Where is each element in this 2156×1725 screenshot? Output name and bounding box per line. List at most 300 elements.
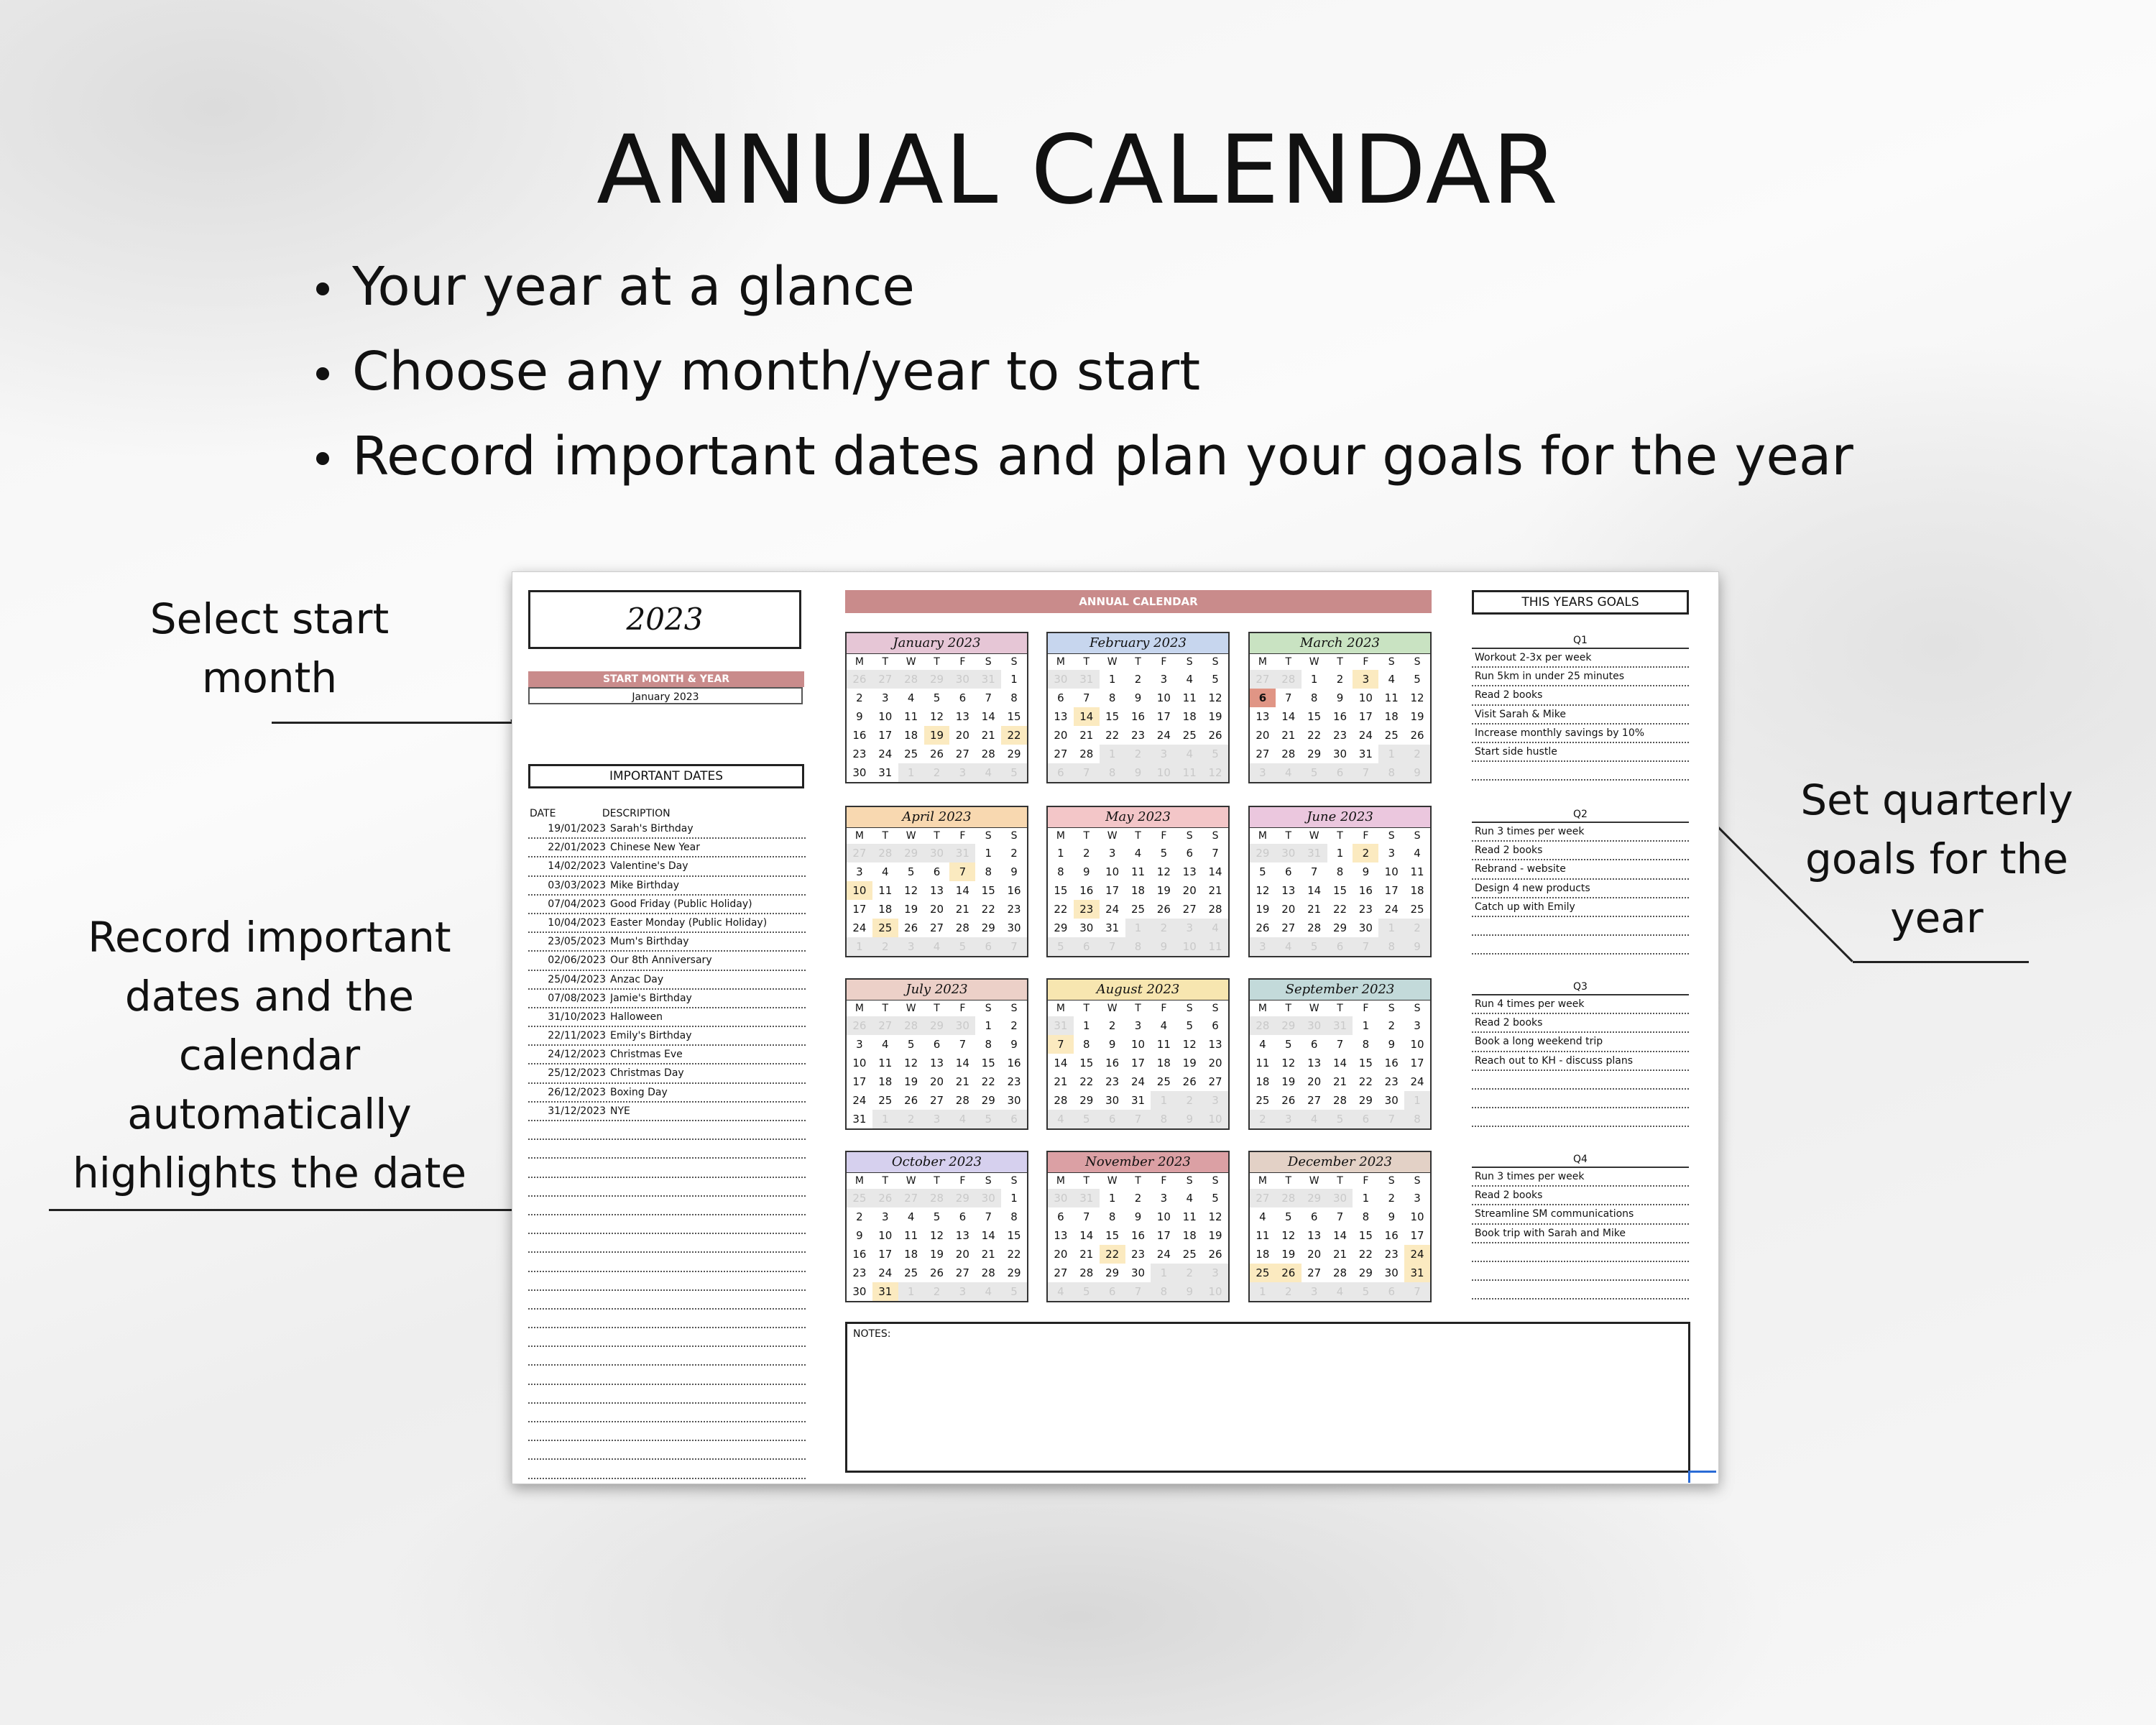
calendar-day[interactable]: 12: [1281, 1229, 1296, 1242]
calendar-day-other[interactable]: 28: [872, 844, 898, 862]
calendar-day-other[interactable]: 11: [1176, 763, 1202, 782]
calendar-day[interactable]: 3: [1160, 1192, 1168, 1205]
calendar-day[interactable]: 26: [1208, 729, 1222, 742]
calendar-day[interactable]: 22: [1105, 729, 1120, 742]
calendar-day-other[interactable]: 30: [1048, 670, 1074, 689]
start-month-select[interactable]: January 2023: [528, 687, 803, 704]
calendar-day[interactable]: 30: [1358, 921, 1373, 934]
goal-row[interactable]: [1472, 1262, 1689, 1281]
calendar-day[interactable]: 24: [1404, 1245, 1430, 1264]
calendar-day[interactable]: 30: [1332, 748, 1348, 760]
calendar-day[interactable]: 27: [955, 1266, 969, 1279]
calendar-day[interactable]: 4: [907, 1210, 915, 1223]
calendar-day[interactable]: 17: [1105, 884, 1120, 897]
calendar-day-other[interactable]: 6: [1327, 763, 1353, 782]
calendar-day[interactable]: 29: [1007, 748, 1021, 760]
calendar-day-other[interactable]: 7: [1404, 1282, 1430, 1301]
calendar-day[interactable]: 3: [882, 1210, 889, 1223]
calendar-day-other[interactable]: 28: [1276, 670, 1302, 689]
calendar-day-other[interactable]: 29: [898, 844, 924, 862]
calendar-day[interactable]: 16: [1007, 884, 1021, 897]
calendar-day[interactable]: 27: [955, 748, 969, 760]
calendar-day[interactable]: 29: [1358, 1266, 1373, 1279]
calendar-day[interactable]: 15: [1105, 1229, 1120, 1242]
calendar-day-other[interactable]: 4: [949, 1110, 975, 1128]
calendar-day[interactable]: 2: [1108, 1019, 1116, 1032]
calendar-day[interactable]: 17: [1410, 1057, 1424, 1070]
calendar-day[interactable]: 12: [904, 1057, 918, 1070]
calendar-day-other[interactable]: 8: [1151, 1282, 1176, 1301]
important-date-row[interactable]: [528, 1253, 806, 1271]
calendar-day-other[interactable]: 8: [1378, 937, 1404, 956]
calendar-day[interactable]: 1: [1108, 1192, 1116, 1205]
calendar-day[interactable]: 20: [955, 729, 969, 742]
calendar-day[interactable]: 22: [1007, 1248, 1021, 1261]
goal-row[interactable]: Read 2 books: [1472, 686, 1689, 705]
calendar-day[interactable]: 4: [1388, 673, 1395, 686]
calendar-day-other[interactable]: 5: [1327, 1110, 1353, 1128]
calendar-day[interactable]: 4: [882, 1038, 889, 1051]
goal-row[interactable]: Workout 2-3x per week: [1472, 649, 1689, 668]
calendar-day-other[interactable]: 29: [1302, 1189, 1327, 1208]
calendar-day[interactable]: 10: [1410, 1038, 1424, 1051]
calendar-day[interactable]: 14: [955, 1057, 969, 1070]
calendar-day-other[interactable]: 5: [1001, 763, 1027, 782]
calendar-day[interactable]: 14: [955, 884, 969, 897]
calendar-day-other[interactable]: 1: [1151, 1264, 1176, 1282]
calendar-day-other[interactable]: 4: [1048, 1110, 1074, 1128]
calendar-day[interactable]: 9: [1134, 691, 1142, 704]
calendar-day-other[interactable]: 3: [949, 763, 975, 782]
calendar-day[interactable]: 7: [1083, 691, 1090, 704]
calendar-day-other[interactable]: 7: [1125, 1282, 1151, 1301]
calendar-day[interactable]: 19: [1208, 1229, 1222, 1242]
calendar-day[interactable]: 12: [1156, 865, 1171, 878]
calendar-day[interactable]: 14: [1208, 865, 1222, 878]
calendar-day[interactable]: 9: [1134, 1210, 1142, 1223]
calendar-day[interactable]: 7: [985, 1210, 992, 1223]
calendar-day[interactable]: 6: [1310, 1038, 1318, 1051]
calendar-day[interactable]: 25: [904, 748, 918, 760]
calendar-day[interactable]: 4: [1259, 1038, 1266, 1051]
calendar-day[interactable]: 6: [1057, 1210, 1064, 1223]
important-date-row[interactable]: [528, 952, 806, 970]
calendar-day[interactable]: 28: [955, 1094, 969, 1107]
calendar-day[interactable]: 16: [1332, 710, 1348, 723]
calendar-day[interactable]: 24: [852, 921, 867, 934]
calendar-day[interactable]: 27: [1256, 748, 1270, 760]
calendar-day[interactable]: 30: [1384, 1094, 1399, 1107]
calendar-day-other[interactable]: 2: [1125, 745, 1151, 763]
calendar-day[interactable]: 14: [1074, 707, 1100, 726]
calendar-day[interactable]: 6: [1212, 1019, 1219, 1032]
calendar-day[interactable]: 19: [904, 1075, 918, 1088]
goal-row[interactable]: Run 3 times per week: [1472, 1168, 1689, 1187]
calendar-day-other[interactable]: 6: [975, 937, 1001, 956]
important-date-row[interactable]: [528, 1404, 806, 1422]
calendar-day[interactable]: 1: [1310, 673, 1318, 686]
calendar-day[interactable]: 21: [981, 729, 995, 742]
important-date-row[interactable]: [528, 1140, 806, 1159]
calendar-day-other[interactable]: 2: [898, 1110, 924, 1128]
calendar-day-other[interactable]: 25: [847, 1189, 872, 1208]
calendar-day[interactable]: 6: [933, 865, 941, 878]
calendar-day-other[interactable]: 3: [1250, 937, 1276, 956]
calendar-day[interactable]: 22: [1100, 1245, 1125, 1264]
calendar-day-other[interactable]: 1: [898, 763, 924, 782]
calendar-day[interactable]: 28: [1208, 903, 1222, 916]
calendar-day-other[interactable]: 5: [1001, 1282, 1027, 1301]
calendar-day[interactable]: 16: [1358, 884, 1373, 897]
calendar-day-other[interactable]: 2: [1276, 1282, 1302, 1301]
calendar-day-other[interactable]: 30: [1327, 1189, 1353, 1208]
calendar-day[interactable]: 3: [856, 865, 863, 878]
calendar-day[interactable]: 26: [904, 1094, 918, 1107]
important-date-row[interactable]: [528, 1234, 806, 1253]
calendar-day[interactable]: 21: [1079, 1248, 1094, 1261]
calendar-day[interactable]: 22: [1332, 903, 1348, 916]
calendar-day[interactable]: 24: [878, 748, 893, 760]
goal-row[interactable]: Catch up with Emily: [1472, 898, 1689, 917]
calendar-day-other[interactable]: 6: [1100, 1110, 1125, 1128]
important-date-row[interactable]: [528, 1178, 806, 1197]
calendar-day[interactable]: 18: [1384, 710, 1399, 723]
calendar-day[interactable]: 9: [856, 710, 863, 723]
calendar-day-other[interactable]: 2: [1250, 1110, 1276, 1128]
calendar-day[interactable]: 21: [1079, 729, 1094, 742]
calendar-day[interactable]: 22: [1358, 1075, 1373, 1088]
calendar-day[interactable]: 2: [1388, 1192, 1395, 1205]
calendar-day[interactable]: 15: [1307, 710, 1322, 723]
calendar-day[interactable]: 10: [1130, 1038, 1146, 1051]
calendar-day[interactable]: 5: [1212, 1192, 1219, 1205]
calendar-day-other[interactable]: 26: [872, 1189, 898, 1208]
calendar-day-other[interactable]: 6: [1353, 1110, 1378, 1128]
important-date-row[interactable]: [528, 1215, 806, 1234]
calendar-day[interactable]: 4: [1134, 847, 1142, 860]
calendar-day[interactable]: 14: [1079, 1229, 1094, 1242]
calendar-day[interactable]: 10: [1384, 865, 1399, 878]
calendar-day-other[interactable]: 10: [1202, 1110, 1228, 1128]
calendar-day[interactable]: 5: [1259, 865, 1266, 878]
calendar-day[interactable]: 21: [1332, 1075, 1348, 1088]
calendar-day[interactable]: 18: [1156, 1057, 1171, 1070]
calendar-day[interactable]: 13: [1281, 884, 1296, 897]
calendar-day[interactable]: 8: [985, 1038, 992, 1051]
calendar-day-other[interactable]: 1: [1378, 919, 1404, 937]
calendar-day-other[interactable]: 3: [1202, 1264, 1228, 1282]
calendar-day-other[interactable]: 5: [1302, 763, 1327, 782]
important-date-row[interactable]: [528, 914, 806, 933]
calendar-day[interactable]: 19: [1182, 1057, 1197, 1070]
calendar-day[interactable]: 16: [1384, 1057, 1399, 1070]
calendar-day[interactable]: 23: [1105, 1075, 1120, 1088]
calendar-day[interactable]: 19: [1281, 1075, 1296, 1088]
calendar-day[interactable]: 5: [933, 691, 941, 704]
calendar-day[interactable]: 11: [1182, 1210, 1197, 1223]
calendar-day[interactable]: 13: [1307, 1229, 1322, 1242]
important-date-row[interactable]: [528, 896, 806, 914]
calendar-day-other[interactable]: 30: [1048, 1189, 1074, 1208]
calendar-day[interactable]: 21: [1307, 903, 1322, 916]
calendar-day[interactable]: 26: [1156, 903, 1171, 916]
calendar-day[interactable]: 24: [1358, 729, 1373, 742]
calendar-day[interactable]: 29: [981, 921, 995, 934]
calendar-day[interactable]: 15: [1105, 710, 1120, 723]
calendar-day[interactable]: 13: [1182, 865, 1197, 878]
calendar-day-other[interactable]: 27: [872, 1016, 898, 1035]
calendar-day-other[interactable]: 3: [898, 937, 924, 956]
calendar-day[interactable]: 29: [1332, 921, 1348, 934]
calendar-day-other[interactable]: 29: [949, 1189, 975, 1208]
calendar-day-other[interactable]: 5: [1074, 1282, 1100, 1301]
calendar-day-other[interactable]: 2: [872, 937, 898, 956]
calendar-day[interactable]: 20: [1281, 903, 1296, 916]
goal-row[interactable]: [1472, 762, 1689, 781]
calendar-day-other[interactable]: 31: [1302, 844, 1327, 862]
calendar-day[interactable]: 22: [1358, 1248, 1373, 1261]
calendar-day[interactable]: 10: [878, 1229, 893, 1242]
calendar-day-other[interactable]: 28: [1276, 1189, 1302, 1208]
calendar-day[interactable]: 25: [1156, 1075, 1171, 1088]
calendar-day[interactable]: 5: [907, 1038, 915, 1051]
calendar-day[interactable]: 25: [878, 1094, 893, 1107]
important-date-row[interactable]: [528, 857, 806, 876]
calendar-day[interactable]: 19: [1256, 903, 1270, 916]
calendar-day-other[interactable]: 7: [1074, 763, 1100, 782]
calendar-day[interactable]: 19: [1208, 710, 1222, 723]
calendar-day-other[interactable]: 1: [1404, 1091, 1430, 1110]
calendar-day[interactable]: 11: [1410, 865, 1424, 878]
calendar-day[interactable]: 16: [1130, 710, 1146, 723]
important-date-row[interactable]: [528, 971, 806, 990]
calendar-day[interactable]: 18: [878, 903, 893, 916]
calendar-day[interactable]: 14: [1332, 1229, 1348, 1242]
calendar-day-other[interactable]: 2: [1151, 919, 1176, 937]
calendar-day[interactable]: 20: [1256, 729, 1270, 742]
calendar-day-other[interactable]: 4: [924, 937, 950, 956]
calendar-day[interactable]: 8: [1362, 1210, 1370, 1223]
calendar-day[interactable]: 16: [852, 729, 867, 742]
calendar-day[interactable]: 11: [1256, 1057, 1270, 1070]
calendar-day[interactable]: 4: [1414, 847, 1421, 860]
calendar-day[interactable]: 17: [878, 729, 893, 742]
calendar-day-other[interactable]: 7: [1353, 763, 1378, 782]
calendar-day[interactable]: 25: [1256, 1094, 1270, 1107]
calendar-day-other[interactable]: 26: [847, 670, 872, 689]
goal-row[interactable]: [1472, 1281, 1689, 1300]
calendar-day[interactable]: 18: [904, 729, 918, 742]
calendar-day[interactable]: 20: [1054, 1248, 1068, 1261]
calendar-day[interactable]: 14: [1054, 1057, 1068, 1070]
calendar-day[interactable]: 28: [955, 921, 969, 934]
calendar-day[interactable]: 20: [1307, 1248, 1322, 1261]
calendar-day[interactable]: 8: [1310, 691, 1318, 704]
calendar-day[interactable]: 13: [955, 1229, 969, 1242]
calendar-day[interactable]: 11: [1156, 1038, 1171, 1051]
calendar-day[interactable]: 7: [1336, 1038, 1344, 1051]
calendar-day-other[interactable]: 7: [1378, 1110, 1404, 1128]
calendar-day[interactable]: 24: [1156, 1248, 1171, 1261]
calendar-day-other[interactable]: 30: [1302, 1016, 1327, 1035]
calendar-day-other[interactable]: 2: [924, 763, 950, 782]
calendar-day[interactable]: 7: [1336, 1210, 1344, 1223]
calendar-day[interactable]: 24: [1410, 1075, 1424, 1088]
calendar-day[interactable]: 7: [1212, 847, 1219, 860]
calendar-day[interactable]: 8: [1057, 865, 1064, 878]
calendar-day[interactable]: 8: [1362, 1038, 1370, 1051]
calendar-day[interactable]: 2: [1010, 1019, 1018, 1032]
calendar-day[interactable]: 23: [1384, 1075, 1399, 1088]
calendar-day-other[interactable]: 5: [975, 1110, 1001, 1128]
calendar-day[interactable]: 6: [1186, 847, 1193, 860]
calendar-day-other[interactable]: 30: [949, 1016, 975, 1035]
calendar-day[interactable]: 29: [981, 1094, 995, 1107]
calendar-day[interactable]: 3: [1108, 847, 1116, 860]
calendar-day[interactable]: 22: [1307, 729, 1322, 742]
calendar-day[interactable]: 4: [907, 691, 915, 704]
calendar-day-other[interactable]: 4: [1202, 919, 1228, 937]
calendar-day[interactable]: 21: [1332, 1248, 1348, 1261]
important-date-row[interactable]: [528, 1121, 806, 1140]
calendar-day[interactable]: 2: [1336, 673, 1344, 686]
calendar-day[interactable]: 31: [872, 1282, 898, 1301]
calendar-day-other[interactable]: 1: [872, 1110, 898, 1128]
calendar-day[interactable]: 20: [1054, 729, 1068, 742]
important-date-row[interactable]: [528, 1027, 806, 1046]
calendar-day-other[interactable]: 11: [1202, 937, 1228, 956]
calendar-day[interactable]: 29: [1079, 1094, 1094, 1107]
calendar-day[interactable]: 2: [1083, 847, 1090, 860]
calendar-day[interactable]: 11: [904, 1229, 918, 1242]
goal-row[interactable]: Read 2 books: [1472, 1187, 1689, 1205]
calendar-day-other[interactable]: 9: [1176, 1110, 1202, 1128]
calendar-day[interactable]: 17: [852, 1075, 867, 1088]
calendar-day[interactable]: 2: [1134, 673, 1142, 686]
calendar-day[interactable]: 30: [1007, 921, 1021, 934]
calendar-day[interactable]: 27: [1208, 1075, 1222, 1088]
calendar-day[interactable]: 22: [1001, 726, 1027, 745]
calendar-day-other[interactable]: 1: [1151, 1091, 1176, 1110]
calendar-day-other[interactable]: 3: [949, 1282, 975, 1301]
calendar-day[interactable]: 31: [1404, 1264, 1430, 1282]
calendar-day[interactable]: 25: [1410, 903, 1424, 916]
important-date-row[interactable]: [528, 1460, 806, 1478]
important-date-row[interactable]: [528, 1084, 806, 1103]
calendar-day[interactable]: 21: [1208, 884, 1222, 897]
goal-row[interactable]: Run 4 times per week: [1472, 995, 1689, 1014]
calendar-day[interactable]: 29: [1007, 1266, 1021, 1279]
calendar-day-other[interactable]: 6: [1074, 937, 1100, 956]
goal-row[interactable]: [1472, 1090, 1689, 1108]
calendar-day-other[interactable]: 10: [1151, 763, 1176, 782]
goal-row[interactable]: Book a long weekend trip: [1472, 1033, 1689, 1052]
calendar-day-other[interactable]: 27: [872, 670, 898, 689]
goal-row[interactable]: Design 4 new products: [1472, 880, 1689, 898]
calendar-day-other[interactable]: 5: [1048, 937, 1074, 956]
calendar-day[interactable]: 18: [1130, 884, 1146, 897]
calendar-day[interactable]: 29: [1105, 1266, 1120, 1279]
calendar-day[interactable]: 11: [1256, 1229, 1270, 1242]
calendar-day-other[interactable]: 1: [1378, 745, 1404, 763]
calendar-day[interactable]: 28: [981, 1266, 995, 1279]
calendar-day-other[interactable]: 30: [949, 670, 975, 689]
calendar-day[interactable]: 15: [981, 1057, 995, 1070]
calendar-day[interactable]: 28: [1079, 748, 1094, 760]
calendar-day-other[interactable]: 4: [1276, 937, 1302, 956]
calendar-day-other[interactable]: 3: [1250, 763, 1276, 782]
calendar-day[interactable]: 2: [856, 691, 863, 704]
calendar-day[interactable]: 26: [1208, 1248, 1222, 1261]
calendar-day[interactable]: 17: [1384, 884, 1399, 897]
calendar-day[interactable]: 18: [1182, 1229, 1197, 1242]
calendar-day-other[interactable]: 2: [1176, 1091, 1202, 1110]
calendar-day[interactable]: 14: [1307, 884, 1322, 897]
calendar-day[interactable]: 14: [981, 710, 995, 723]
calendar-day[interactable]: 23: [852, 748, 867, 760]
calendar-day-other[interactable]: 2: [1176, 1264, 1202, 1282]
calendar-day[interactable]: 8: [1010, 1210, 1018, 1223]
calendar-day[interactable]: 1: [1362, 1019, 1370, 1032]
calendar-day[interactable]: 7: [985, 691, 992, 704]
goal-row[interactable]: Read 2 books: [1472, 1014, 1689, 1033]
important-date-row[interactable]: [528, 1441, 806, 1460]
calendar-day[interactable]: 28: [1054, 1094, 1068, 1107]
calendar-day[interactable]: 14: [981, 1229, 995, 1242]
calendar-day[interactable]: 28: [1281, 748, 1296, 760]
calendar-day[interactable]: 16: [1079, 884, 1094, 897]
calendar-day-other[interactable]: 9: [1404, 763, 1430, 782]
calendar-day[interactable]: 30: [852, 766, 867, 779]
calendar-day-other[interactable]: 4: [1048, 1282, 1074, 1301]
important-date-row[interactable]: [528, 1046, 806, 1064]
calendar-day-other[interactable]: 27: [847, 844, 872, 862]
calendar-day[interactable]: 12: [1208, 1210, 1222, 1223]
calendar-day[interactable]: 17: [878, 1248, 893, 1261]
calendar-day[interactable]: 5: [907, 865, 915, 878]
calendar-day-other[interactable]: 2: [1404, 745, 1430, 763]
important-date-row[interactable]: [528, 1310, 806, 1328]
calendar-day[interactable]: 26: [1410, 729, 1424, 742]
calendar-day[interactable]: 11: [1384, 691, 1399, 704]
calendar-day[interactable]: 25: [1250, 1264, 1276, 1282]
calendar-day-other[interactable]: 29: [924, 670, 950, 689]
calendar-day-other[interactable]: 31: [1327, 1016, 1353, 1035]
calendar-day-other[interactable]: 12: [1202, 763, 1228, 782]
calendar-day-other[interactable]: 3: [1176, 919, 1202, 937]
calendar-day[interactable]: 3: [1160, 673, 1168, 686]
calendar-day[interactable]: 18: [1182, 710, 1197, 723]
calendar-day[interactable]: 29: [1307, 748, 1322, 760]
calendar-day-other[interactable]: 1: [1125, 919, 1151, 937]
calendar-day[interactable]: 1: [985, 1019, 992, 1032]
calendar-day[interactable]: 21: [1281, 729, 1296, 742]
calendar-day[interactable]: 26: [929, 748, 944, 760]
calendar-day[interactable]: 12: [904, 884, 918, 897]
calendar-day[interactable]: 18: [1410, 884, 1424, 897]
calendar-day[interactable]: 27: [1307, 1266, 1322, 1279]
calendar-day[interactable]: 15: [1054, 884, 1068, 897]
important-date-row[interactable]: [528, 839, 806, 857]
calendar-day-other[interactable]: 4: [1176, 745, 1202, 763]
calendar-day[interactable]: 6: [1310, 1210, 1318, 1223]
calendar-day-other[interactable]: 10: [1176, 937, 1202, 956]
calendar-day[interactable]: 25: [1130, 903, 1146, 916]
calendar-day[interactable]: 27: [1054, 748, 1068, 760]
calendar-day[interactable]: 10: [1358, 691, 1373, 704]
calendar-day-other[interactable]: 6: [1100, 1282, 1125, 1301]
calendar-day[interactable]: 20: [1307, 1075, 1322, 1088]
